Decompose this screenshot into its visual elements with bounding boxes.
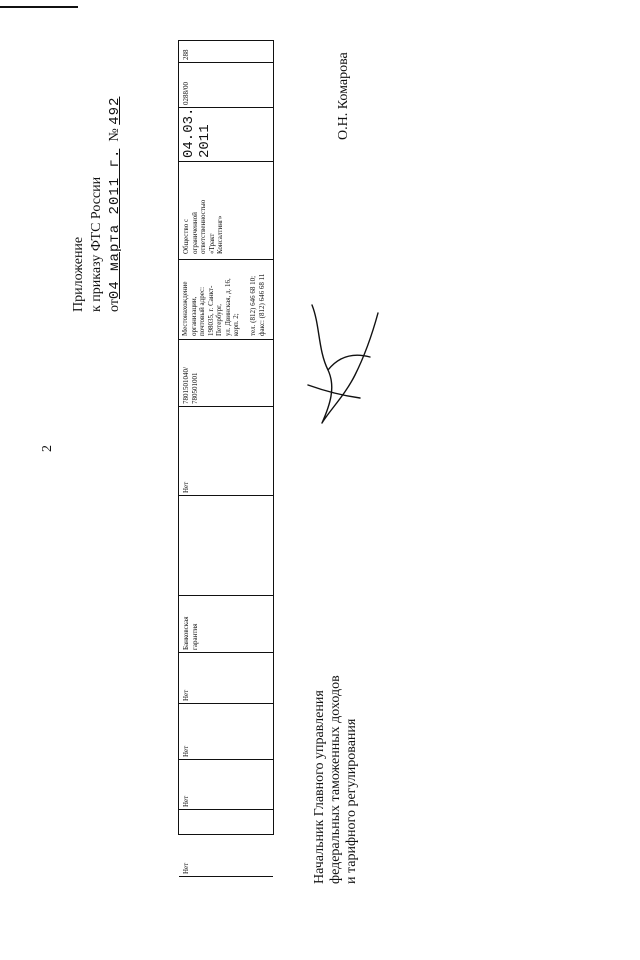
number-sign: № — [107, 128, 122, 142]
cell-num: 288 — [182, 49, 190, 60]
cell-address: Местонахождение организации, почтовый адрес: 198035, г. Санкт- Петербург, ул. Двинская, д. 16, корп. 2; тел. (812) 646 68 10; факс: (812) 646 68 11 — [179, 259, 273, 339]
appendix-order: к приказу ФТС России — [89, 176, 104, 312]
cell-guarantee: Банковская гарантия — [179, 595, 273, 652]
appendix-title: Приложение — [71, 236, 86, 312]
signatory-title — [312, 675, 360, 884]
top-rule — [0, 6, 78, 8]
registry-table — [178, 40, 274, 874]
signatory-title-line2: федеральных таможенных доходов — [328, 675, 343, 884]
signatory-name: О.Н. Комарова — [336, 52, 351, 140]
cell-code: 0288/00 — [179, 62, 273, 107]
cell-col8 — [179, 495, 273, 595]
cell-col12: Нет — [179, 759, 273, 809]
cell-organization: Общество с ограниченной ответственностью «Тракт Консалтинг» — [179, 161, 273, 259]
cell-date: 04.03. 2011 — [179, 107, 273, 161]
appendix-header — [70, 97, 124, 312]
signatory-title-line1: Начальник Главного управления — [312, 690, 327, 884]
appendix-date-line — [106, 97, 124, 312]
date-prefix: от — [107, 299, 122, 312]
cell-col10: Нет — [179, 652, 273, 703]
cell-col11: Нет — [179, 703, 273, 759]
page-number: 2 — [40, 445, 55, 452]
order-number: 492 — [107, 96, 123, 125]
order-date: 04 марта 2011 г. — [107, 148, 123, 300]
cell-inn: 7801501040/ 780501001 — [179, 339, 273, 406]
cell-col13: Нет — [179, 809, 273, 876]
cell-col7: Нет — [179, 406, 273, 495]
cell-col14 — [179, 876, 273, 960]
signatory-title-line3: и тарифного регулирования — [344, 718, 359, 884]
handwritten-signature — [300, 295, 390, 430]
